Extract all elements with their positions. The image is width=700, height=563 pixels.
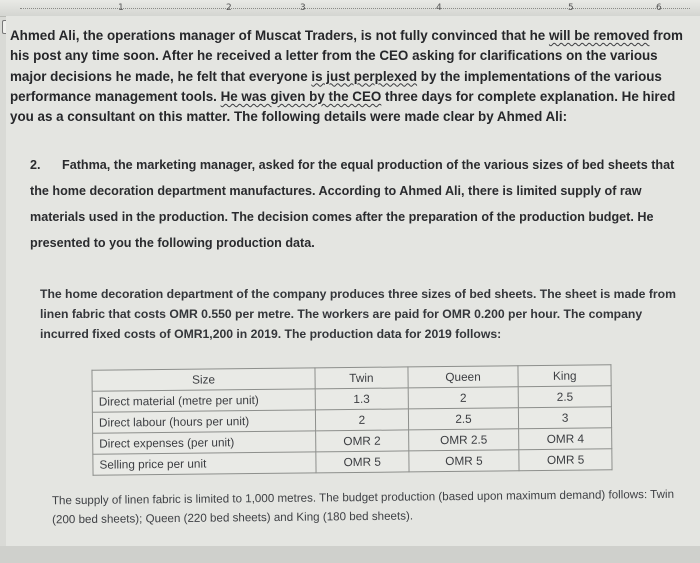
table-header-cell: Size bbox=[92, 368, 315, 391]
table-cell: OMR 2 bbox=[316, 430, 409, 452]
table-cell: OMR 5 bbox=[519, 449, 612, 471]
table-cell: OMR 5 bbox=[316, 451, 409, 473]
underlined-phrase: He was given by the CEO bbox=[220, 88, 382, 104]
ruler-number: 4 bbox=[436, 3, 442, 13]
table-cell: OMR 5 bbox=[408, 450, 519, 472]
table-cell: 2.5 bbox=[519, 386, 612, 408]
intro-text: Ahmed Ali, the operations manager of Muscat Traders, is not fully convinced that he bbox=[10, 28, 549, 43]
intro-text: by the implementations of the various performance management tools. bbox=[10, 68, 662, 104]
table-cell: 2 bbox=[315, 409, 408, 431]
ruler-number: 1 bbox=[118, 3, 124, 13]
underlined-phrase: will be removed bbox=[548, 28, 650, 43]
numbered-point bbox=[30, 152, 682, 256]
row-label: Selling price per unit bbox=[93, 452, 316, 475]
ruler-number: 5 bbox=[568, 3, 574, 13]
ruler bbox=[0, 0, 700, 17]
ruler-number: 2 bbox=[226, 3, 232, 13]
table-header-cell: King bbox=[518, 365, 611, 387]
production-paragraph: The home decoration department of the company produces three sizes of bed sheets. The sheet is made from linen fabric that costs OMR 0.550 per metre. The workers are paid for OMR 0.200 per hour. The company incurred fixed costs of OMR1,200 in 2019. The production data for 2019 follows: bbox=[40, 287, 676, 341]
row-label: Direct material (metre per unit) bbox=[92, 389, 315, 412]
table-header-cell: Queen bbox=[408, 366, 519, 388]
table-header-cell: Twin bbox=[315, 367, 408, 389]
table-cell: 2.5 bbox=[408, 408, 519, 430]
supply-paragraph: The supply of linen fabric is limited to 1,000 metres. The budget production (based upon maximum demand) follows: Twin (200 bed sheets); Queen (220 bed sheets) and King (180 bed sheets). bbox=[51, 487, 675, 527]
table-cell: 1.3 bbox=[315, 388, 408, 410]
table-cell: 2 bbox=[408, 387, 519, 409]
production-data-table bbox=[91, 364, 612, 475]
table-cell: OMR 2.5 bbox=[408, 429, 519, 451]
point-number: 2. bbox=[30, 158, 41, 172]
row-label: Direct labour (hours per unit) bbox=[92, 410, 315, 433]
table-cell: OMR 4 bbox=[519, 428, 612, 450]
ruler-number: 3 bbox=[300, 3, 306, 13]
ruler-number: 6 bbox=[656, 3, 662, 13]
underlined-phrase: is just perplexed bbox=[311, 68, 418, 84]
intro-text: from his post any time soon. After he received a letter from the CEO asking for clarifications on the various major decisions he made, he felt that everyone bbox=[10, 28, 683, 84]
intro-text: three days for complete explanation. He hired you as a consultant on this matter. The following details were made clear by Ahmed Ali: bbox=[10, 88, 676, 125]
intro-paragraph bbox=[10, 26, 688, 127]
point-text: Fathma, the marketing manager, asked for the equal production of the various sizes of bed sheets that the home decoration department manufactures. According to Ahmed Ali, there is limited supply of raw materials used in the production. The decision comes after the preparation of the production budget. He presented to you the following production data. bbox=[30, 158, 675, 250]
bottom-strip bbox=[0, 546, 700, 563]
table-cell: 3 bbox=[519, 407, 612, 429]
row-label: Direct expenses (per unit) bbox=[93, 431, 316, 454]
